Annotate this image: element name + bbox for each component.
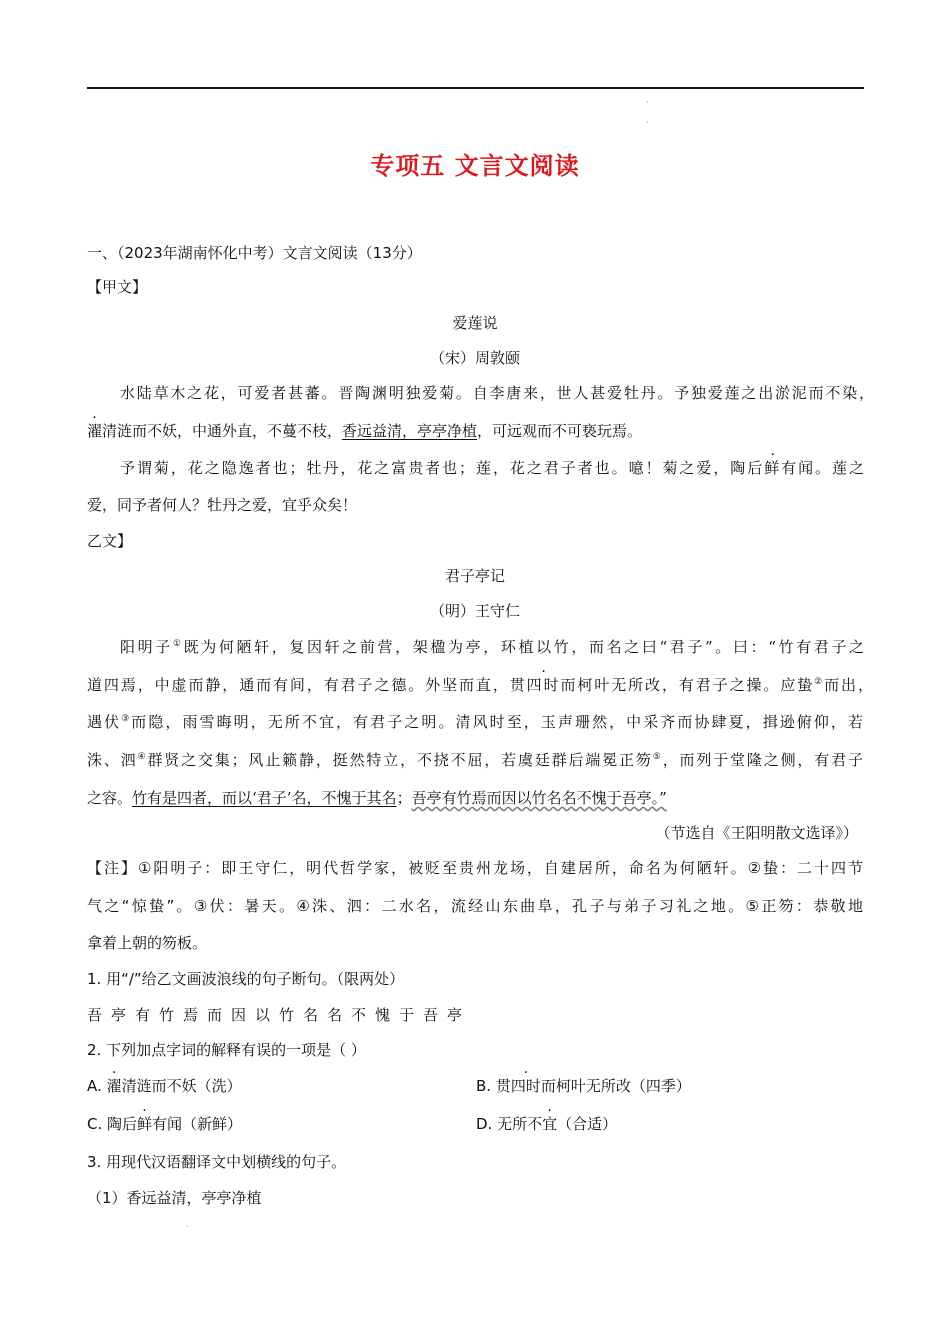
notes-line1: 【注】①阳明子：即王守仁，明代哲学家，被贬至贵州龙场，自建居所，命名为何陋轩。②蛰：二十四节 bbox=[87, 859, 863, 877]
notes-line3: 拿着上朝的笏板。 bbox=[87, 934, 208, 952]
text-run: 阳明子 bbox=[120, 638, 173, 656]
yi-line3 bbox=[87, 711, 863, 732]
dotted-char: 鲜 bbox=[137, 1115, 153, 1133]
q3-sub1: （1）香远益清，亭亭净植 bbox=[87, 1189, 262, 1207]
jia-p2-line2: 爱，同予者何人？牡丹之爱，宜乎众矣！ bbox=[87, 496, 358, 514]
q1-sentence: 吾亭有竹焉而因以竹名名不愧于吾亭 bbox=[87, 1006, 472, 1024]
jia-p2-line1 bbox=[120, 457, 864, 478]
scan-speck: · bbox=[646, 98, 649, 107]
yi-title: 君子亭记 bbox=[444, 567, 505, 585]
text-run: 清涟而不妖，中通外直，不蔓不枝， bbox=[102, 422, 343, 440]
text-run: 有闻。莲之 bbox=[781, 459, 864, 477]
dotted-word: 四时 bbox=[526, 676, 561, 694]
jia-label: 【甲文】 bbox=[87, 278, 148, 296]
text-run: 既为何陋轩，复因轩之前营，架楹为亭，环植以竹，而名之曰“君子”。曰：“竹有君子之 bbox=[183, 638, 864, 656]
underlined-sentence: 竹有是四者，而以‘君子’名，不愧于其名 bbox=[132, 789, 397, 807]
q3-prompt: 3. 用现代汉语翻译文中划横线的句子。 bbox=[87, 1153, 347, 1171]
yi-line4 bbox=[87, 749, 863, 770]
notes-line2: 气之“惊蛰”。③伏：暑天。④洙、泗：二水名，流经山东曲阜，孔子与弟子习礼之地。⑤正笏：恭敬地 bbox=[87, 897, 863, 915]
text-run: 群贤之交集；风止籁静，挺然特立，不挠不屈，若虞廷群后端冕正笏 bbox=[147, 751, 653, 769]
jia-p1-line2 bbox=[87, 420, 642, 441]
option-text: 清涟而不妖（洗） bbox=[121, 1077, 242, 1095]
text-run: ，可远观而不可亵玩焉。 bbox=[477, 422, 643, 440]
jia-author: （宋）周敦颐 bbox=[429, 349, 520, 367]
dotted-char: 宜 bbox=[542, 1115, 558, 1133]
text-run: 而隐，雨雪晦明，无所不宜，有君子之明。清风时至，玉声珊然，中采齐而协肆夏，揖逊俯仰，若 bbox=[131, 713, 863, 731]
footnote-mark: ⑤ bbox=[652, 752, 663, 762]
footnote-mark: ④ bbox=[137, 752, 148, 762]
scan-speck: · bbox=[646, 118, 649, 127]
text-run: ； bbox=[396, 789, 412, 807]
footnote-mark: ③ bbox=[121, 714, 132, 724]
q2-prompt: 2. 下列加点字词的解释有误的一项是（ ） bbox=[87, 1041, 366, 1059]
option-label: C. 陶后 bbox=[87, 1115, 138, 1133]
option-c[interactable] bbox=[87, 1113, 242, 1134]
text-run: 之容。 bbox=[87, 789, 133, 807]
option-b[interactable] bbox=[476, 1075, 691, 1096]
option-a[interactable] bbox=[87, 1075, 242, 1096]
text-run: 遇伏 bbox=[87, 713, 122, 731]
option-label: B. 贯 bbox=[476, 1077, 511, 1095]
dotted-char: 濯 bbox=[106, 1077, 122, 1095]
footnote-mark: ① bbox=[172, 639, 184, 649]
option-text: 有闻（新鲜） bbox=[152, 1115, 243, 1133]
wavy-sentence: 吾亭有竹焉而因以竹名名不愧于吾亭。” bbox=[411, 789, 667, 807]
dotted-char: 鲜 bbox=[764, 459, 782, 477]
option-d[interactable] bbox=[476, 1113, 617, 1134]
text-run: 予谓菊，花之隐逸者也；牡丹，花之富贵者也；莲，花之君子者也。噫！菊之爱，陶后 bbox=[120, 459, 765, 477]
jia-title: 爱莲说 bbox=[452, 314, 498, 332]
yi-source: （节选自《王阳明散文选译》） bbox=[655, 824, 858, 842]
q1-prompt: 1. 用“/”给乙文画波浪线的句子断句。（限两处） bbox=[87, 970, 405, 988]
dotted-char: 濯 bbox=[87, 422, 103, 440]
text-run: 而柯叶无所改，有君子之操。应蛰 bbox=[560, 676, 815, 694]
jia-p1-line1: 水陆草木之花，可爱者甚蕃。晋陶渊明独爱菊。自李唐来，世人甚爱牡丹。予独爱莲之出淤泥而不染， bbox=[120, 384, 874, 402]
yi-line2 bbox=[87, 674, 873, 695]
text-run: 而出， bbox=[824, 676, 873, 694]
underlined-sentence: 香远益清，亭亭净植 bbox=[342, 422, 478, 440]
yi-line5 bbox=[87, 787, 667, 808]
yi-line1 bbox=[120, 636, 864, 657]
dotted-word: 四时 bbox=[510, 1077, 541, 1095]
yi-author: （明）王守仁 bbox=[429, 602, 520, 620]
option-label: A. bbox=[87, 1077, 107, 1095]
text-run: 洙、泗 bbox=[87, 751, 138, 769]
page-title: 专项五 文言文阅读 bbox=[370, 152, 580, 180]
text-run: ，而列于堂隆之侧，有君子 bbox=[662, 751, 863, 769]
option-text: 而柯叶无所改（四季） bbox=[540, 1077, 691, 1095]
yi-label: 乙文】 bbox=[87, 532, 133, 550]
text-run: 道四焉，中虚而静，通而有间，有君子之德。外坚而直，贯 bbox=[87, 676, 527, 694]
option-label: D. 无所不 bbox=[476, 1115, 543, 1133]
option-text: （合适） bbox=[557, 1115, 618, 1133]
footnote-mark: ② bbox=[814, 677, 825, 687]
scan-speck: · bbox=[186, 1222, 189, 1231]
header-rule bbox=[87, 87, 864, 89]
question-header: 一、（2023年湖南怀化中考）文言文阅读（13分） bbox=[87, 244, 422, 262]
